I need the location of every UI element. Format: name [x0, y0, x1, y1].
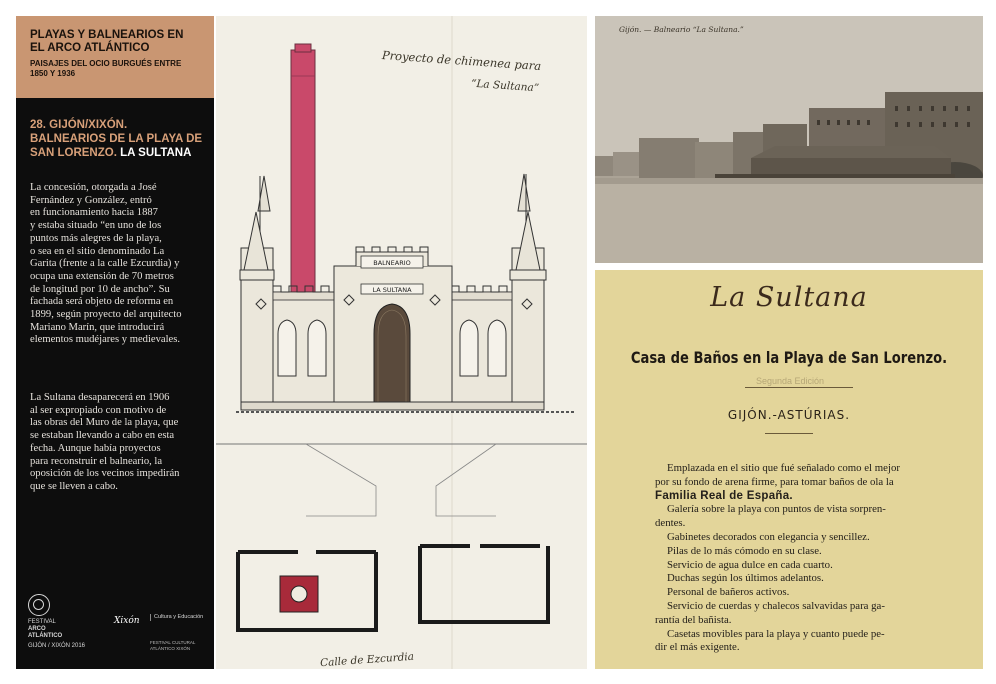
- festival-logo: [28, 594, 108, 654]
- sign-text-bottom: LA SULTANA: [372, 286, 412, 294]
- section-title-name: LA SULTANA: [116, 147, 192, 159]
- sponsor-department: Cultura y Educación: [150, 614, 214, 621]
- description-paragraph-2: La Sultana desaparecerá en 1906 al ser expropiado con motivo de las obras del Muro de la playa, que se estaban llevando a cabo en esta fecha. Aunque había proyectos para reconstruir el balneario, la oposición de los vecinos impedirán que se lleven a cabo.: [30, 392, 180, 492]
- leaflet-line: Casetas movibles para la playa y cuanto puede pe-: [667, 627, 885, 640]
- historic-photo: [595, 16, 983, 263]
- leaflet-line: por su fondo de arena firme, para tomar baños de ola la: [655, 475, 894, 488]
- facade-elevation-drawing: [216, 16, 587, 669]
- exhibition-title: PLAYAS Y BALNEARIOS EN EL ARCO ATLÁNTICO: [30, 29, 184, 54]
- leaflet-place: GIJÓN.-ASTÚRIAS.: [727, 408, 851, 422]
- leaflet-line: Emplazada en el sitio que fué señalado como el mejor: [667, 462, 900, 474]
- logo-line: FESTIVAL: [28, 619, 56, 625]
- leaflet-title: La Sultana: [710, 282, 868, 313]
- info-panel: [16, 16, 214, 669]
- logo-line: ARCO: [28, 626, 46, 632]
- logo-line: GIJÓN / XIXÓN 2016: [28, 643, 86, 649]
- leaflet-faded-text: Segunda Edición: [755, 376, 825, 386]
- sign-text-top: BALNEARIO: [373, 259, 411, 267]
- description-paragraph-1: La concesión, otorgada a José Fernández y González, entró en funcionamiento hacia 1887 y estaba situado “en uno de los puntos más alegres de la playa, o sea en el sitio denominado La Garita (frente a la calle Ezcurdia) y ocupa una extensión de 70 metros de longitud por 10 de ancho”. Su fachada será objeto de reforma en 1899, según proyecto del arquitecto Mariano Marín, que introducirá elementos mudéjares y medievales.: [30, 182, 182, 346]
- balneario-photo-illustration: [595, 16, 983, 263]
- exhibition-header: [16, 16, 214, 98]
- leaflet-line: Familia Real de España.: [655, 489, 793, 502]
- handwritten-title: Proyecto de chimenea para: [381, 48, 542, 74]
- leaflet-line: rantía del bañista.: [655, 613, 732, 626]
- right-tower-spire: [518, 174, 530, 211]
- logo-line: ATLÁNTICO: [28, 633, 63, 639]
- leaflet-line: Personal de bañeros activos.: [667, 586, 790, 599]
- chimney-project-drawing: [216, 16, 587, 669]
- horseshoe-arch-door: [374, 304, 410, 402]
- chimney: [291, 50, 315, 294]
- sponsor-city-logo: Xixón: [114, 616, 140, 626]
- section-title: [30, 118, 205, 160]
- divider: [765, 433, 813, 434]
- leaflet-line: dentes.: [655, 517, 686, 530]
- leaflet-line: dir el más exigente.: [655, 641, 740, 654]
- photo-caption: Gijón. — Balneario “La Sultana.”: [619, 25, 744, 34]
- leaflet-line: Pilas de lo más cómodo en su clase.: [667, 544, 822, 557]
- advertising-leaflet: [595, 270, 983, 669]
- handwritten-subtitle: “La Sultana”: [470, 77, 540, 95]
- section-title-accent: 28. GIJÓN/XIXÓN. BALNEARIOS DE LA PLAYA DE SAN LORENZO.: [30, 119, 203, 159]
- balneario-pavilion: [751, 158, 951, 176]
- leaflet-line: Duchas según los últimos adelantos.: [667, 572, 824, 585]
- leaflet-line: Galería sobre la playa con puntos de vista sorpren-: [667, 503, 886, 516]
- leaflet-line: Gabinetes decorados con elegancia y sencillez.: [667, 530, 870, 543]
- leaflet-body: [655, 462, 955, 655]
- spiral-logo-icon: [28, 594, 50, 616]
- exhibition-subtitle: PAISAJES DEL OCIO BURGUÉS ENTRE 1850 Y 1936: [30, 59, 182, 78]
- floor-plan-right: [420, 546, 548, 622]
- divider: [745, 387, 853, 388]
- sponsor-small-print: FESTIVAL CULTURAL ATLÁNTICO XIXÓN: [150, 640, 196, 651]
- street-label: Calle de Ezcurdia: [319, 650, 415, 669]
- leaflet-subtitle: Casa de Baños en la Playa de San Lorenzo.: [630, 348, 948, 367]
- leaflet-line: Servicio de agua dulce en cada cuarto.: [667, 558, 833, 571]
- leaflet-line: Servicio de cuerdas y chalecos salvavidas para ga-: [667, 599, 885, 612]
